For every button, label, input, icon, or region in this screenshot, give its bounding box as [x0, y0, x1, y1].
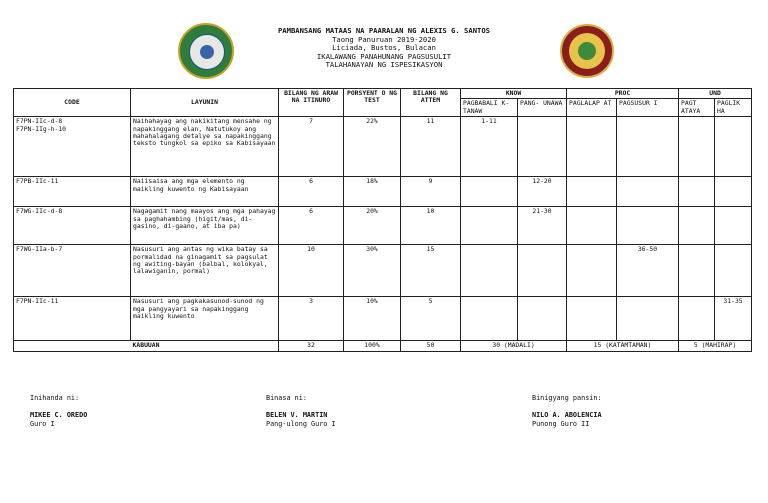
- table-row: [14, 207, 752, 245]
- cell-item-range: [567, 207, 617, 245]
- cell-item-range: [461, 297, 518, 341]
- cell-objective: Nasusuri ang pagkakasunod-sunod ng mga pangyayari sa napakinggang maikling kuwento: [131, 297, 279, 341]
- cell-item-range: [679, 207, 715, 245]
- cell-items: 10: [401, 207, 461, 245]
- col-percent: PORSYENT O NG TEST: [344, 89, 401, 117]
- cell-item-range: [715, 117, 752, 177]
- table-row: [14, 117, 752, 177]
- signatory-role: Binigyang pansin:: [532, 394, 602, 402]
- cell-item-range: [617, 297, 679, 341]
- sub-header: PAGBABALI K- TANAW: [461, 99, 518, 117]
- total-label: KABUUAN: [14, 341, 279, 351]
- cell-days: 7: [279, 117, 344, 177]
- cell-item-range: [679, 117, 715, 177]
- cell-item-range: 1-11: [461, 117, 518, 177]
- sub-header: PAGT ATAYA: [679, 99, 715, 117]
- cell-item-range: [518, 297, 567, 341]
- cell-items: 5: [401, 297, 461, 341]
- cell-item-range: 36-50: [617, 245, 679, 297]
- cell-item-range: [567, 177, 617, 207]
- school-name: PAMBANSANG MATAAS NA PAARALAN NG ALEXIS G. SANTOS: [277, 26, 491, 35]
- cell-item-range: [715, 207, 752, 245]
- signatory-role: Binasa ni:: [266, 394, 307, 402]
- total-days: 32: [279, 341, 344, 351]
- cell-code: F7PB-IIc-11: [14, 177, 131, 207]
- signatory-noted: [532, 394, 602, 429]
- cell-item-range: [518, 245, 567, 297]
- table-header-row: [14, 89, 752, 99]
- cell-item-range: 31-35: [715, 297, 752, 341]
- cell-objective: Nagagamit nang maayos ang mga pahayag sa paghahambing (higit/mas, di-gasino, di-gaano, at iba pa): [131, 207, 279, 245]
- cell-item-range: [617, 207, 679, 245]
- cell-item-range: [617, 117, 679, 177]
- cell-percent: 18%: [344, 177, 401, 207]
- total-percent: 100%: [344, 341, 401, 351]
- cell-item-range: 12-20: [518, 177, 567, 207]
- cell-days: 3: [279, 297, 344, 341]
- signatory-name: BELEN V. MARTIN: [266, 411, 328, 419]
- cell-item-range: [567, 117, 617, 177]
- table-row: [14, 297, 752, 341]
- table-row: [14, 177, 752, 207]
- spec-title: TALAHANAYAN NG ISPESIKASYON: [325, 60, 443, 70]
- cell-item-range: [679, 297, 715, 341]
- cell-item-range: [715, 245, 752, 297]
- col-days: BILANG NG ARAW NA ITINURO: [279, 89, 344, 117]
- total-know: 30 (MADALI): [461, 341, 567, 351]
- cell-percent: 20%: [344, 207, 401, 245]
- signatory-title: Pang-ulong Guro I: [266, 420, 336, 428]
- sub-header: PANG- UNAWA: [518, 99, 567, 117]
- sub-header: PAGLALAP AT: [567, 99, 617, 117]
- total-proc: 15 (KATAMTAMAN): [567, 341, 679, 351]
- signatory-name: MIKEE C. OREDO: [30, 411, 88, 419]
- cell-item-range: [461, 177, 518, 207]
- signatory-title: Guro I: [30, 420, 55, 428]
- sub-header: PAGSUSUR I: [617, 99, 679, 117]
- sub-header: PAGLIK HA: [715, 99, 752, 117]
- cell-items: 15: [401, 245, 461, 297]
- cell-item-range: [679, 245, 715, 297]
- cell-code: F7WG-IIc-d-8: [14, 207, 131, 245]
- cell-percent: 10%: [344, 297, 401, 341]
- school-year: Taong Panuruan 2019-2020: [332, 34, 436, 44]
- total-row: [14, 341, 752, 351]
- cell-item-range: 21-30: [518, 207, 567, 245]
- cell-days: 6: [279, 207, 344, 245]
- exam-title: IKALAWANG PANAHUNANG PAGSUSULIT: [316, 51, 452, 61]
- table-row: [14, 245, 752, 297]
- cell-items: 11: [401, 117, 461, 177]
- col-und: UND: [679, 89, 752, 99]
- signatory-title: Punong Guro II: [532, 420, 590, 428]
- cell-item-range: [518, 117, 567, 177]
- cell-item-range: [617, 177, 679, 207]
- cell-percent: 22%: [344, 117, 401, 177]
- cell-code: F7PN-IIc-11: [14, 297, 131, 341]
- col-items: BILANG NG ATTEM: [401, 89, 461, 117]
- signatory-name: NILO A. ABOLENCIA: [532, 411, 602, 419]
- cell-objective: Naiisaisa ang mga elemento ng maikling kuwento ng Kabisayaan: [131, 177, 279, 207]
- signatory-role: Inihanda ni:: [30, 394, 80, 402]
- signatory-prepared: [30, 394, 87, 429]
- cell-item-range: [567, 245, 617, 297]
- total-items: 50: [401, 341, 461, 351]
- cell-item-range: [715, 177, 752, 207]
- cell-item-range: [461, 245, 518, 297]
- total-und: 5 (MAHIRAP): [679, 341, 752, 351]
- cell-code: F7WG-IIa-b-7: [14, 245, 131, 297]
- cell-objective: Nasusuri ang antas ng wika batay sa pormalidad na ginagamit sa pagsulat ng awiting-bayan (balbal, kolokyal, lalawiganin, pormal): [131, 245, 279, 297]
- cell-item-range: [567, 297, 617, 341]
- specification-table: [13, 88, 752, 352]
- school-address: Liciada, Bustos, Bulacan: [332, 43, 436, 53]
- cell-code: F7PN-IIc-d-8 F7PN-IIg-h-10: [14, 117, 131, 177]
- cell-days: 10: [279, 245, 344, 297]
- signatory-read: [266, 394, 336, 429]
- cell-days: 6: [279, 177, 344, 207]
- col-proc: PROC: [567, 89, 679, 99]
- cell-item-range: [461, 207, 518, 245]
- cell-percent: 30%: [344, 245, 401, 297]
- document-header: [0, 27, 768, 70]
- cell-items: 9: [401, 177, 461, 207]
- col-code: CODE: [14, 89, 131, 117]
- col-objective: LAYUNIN: [131, 89, 279, 117]
- cell-objective: Naihahayag ang nakikitang mensahe ng napakinggang elan, Natutukoy ang mahahalagang detalye sa napakinggang teksto tungkol sa epiko sa Kabisayaan: [131, 117, 279, 177]
- cell-item-range: [679, 177, 715, 207]
- col-know: KNOW: [461, 89, 567, 99]
